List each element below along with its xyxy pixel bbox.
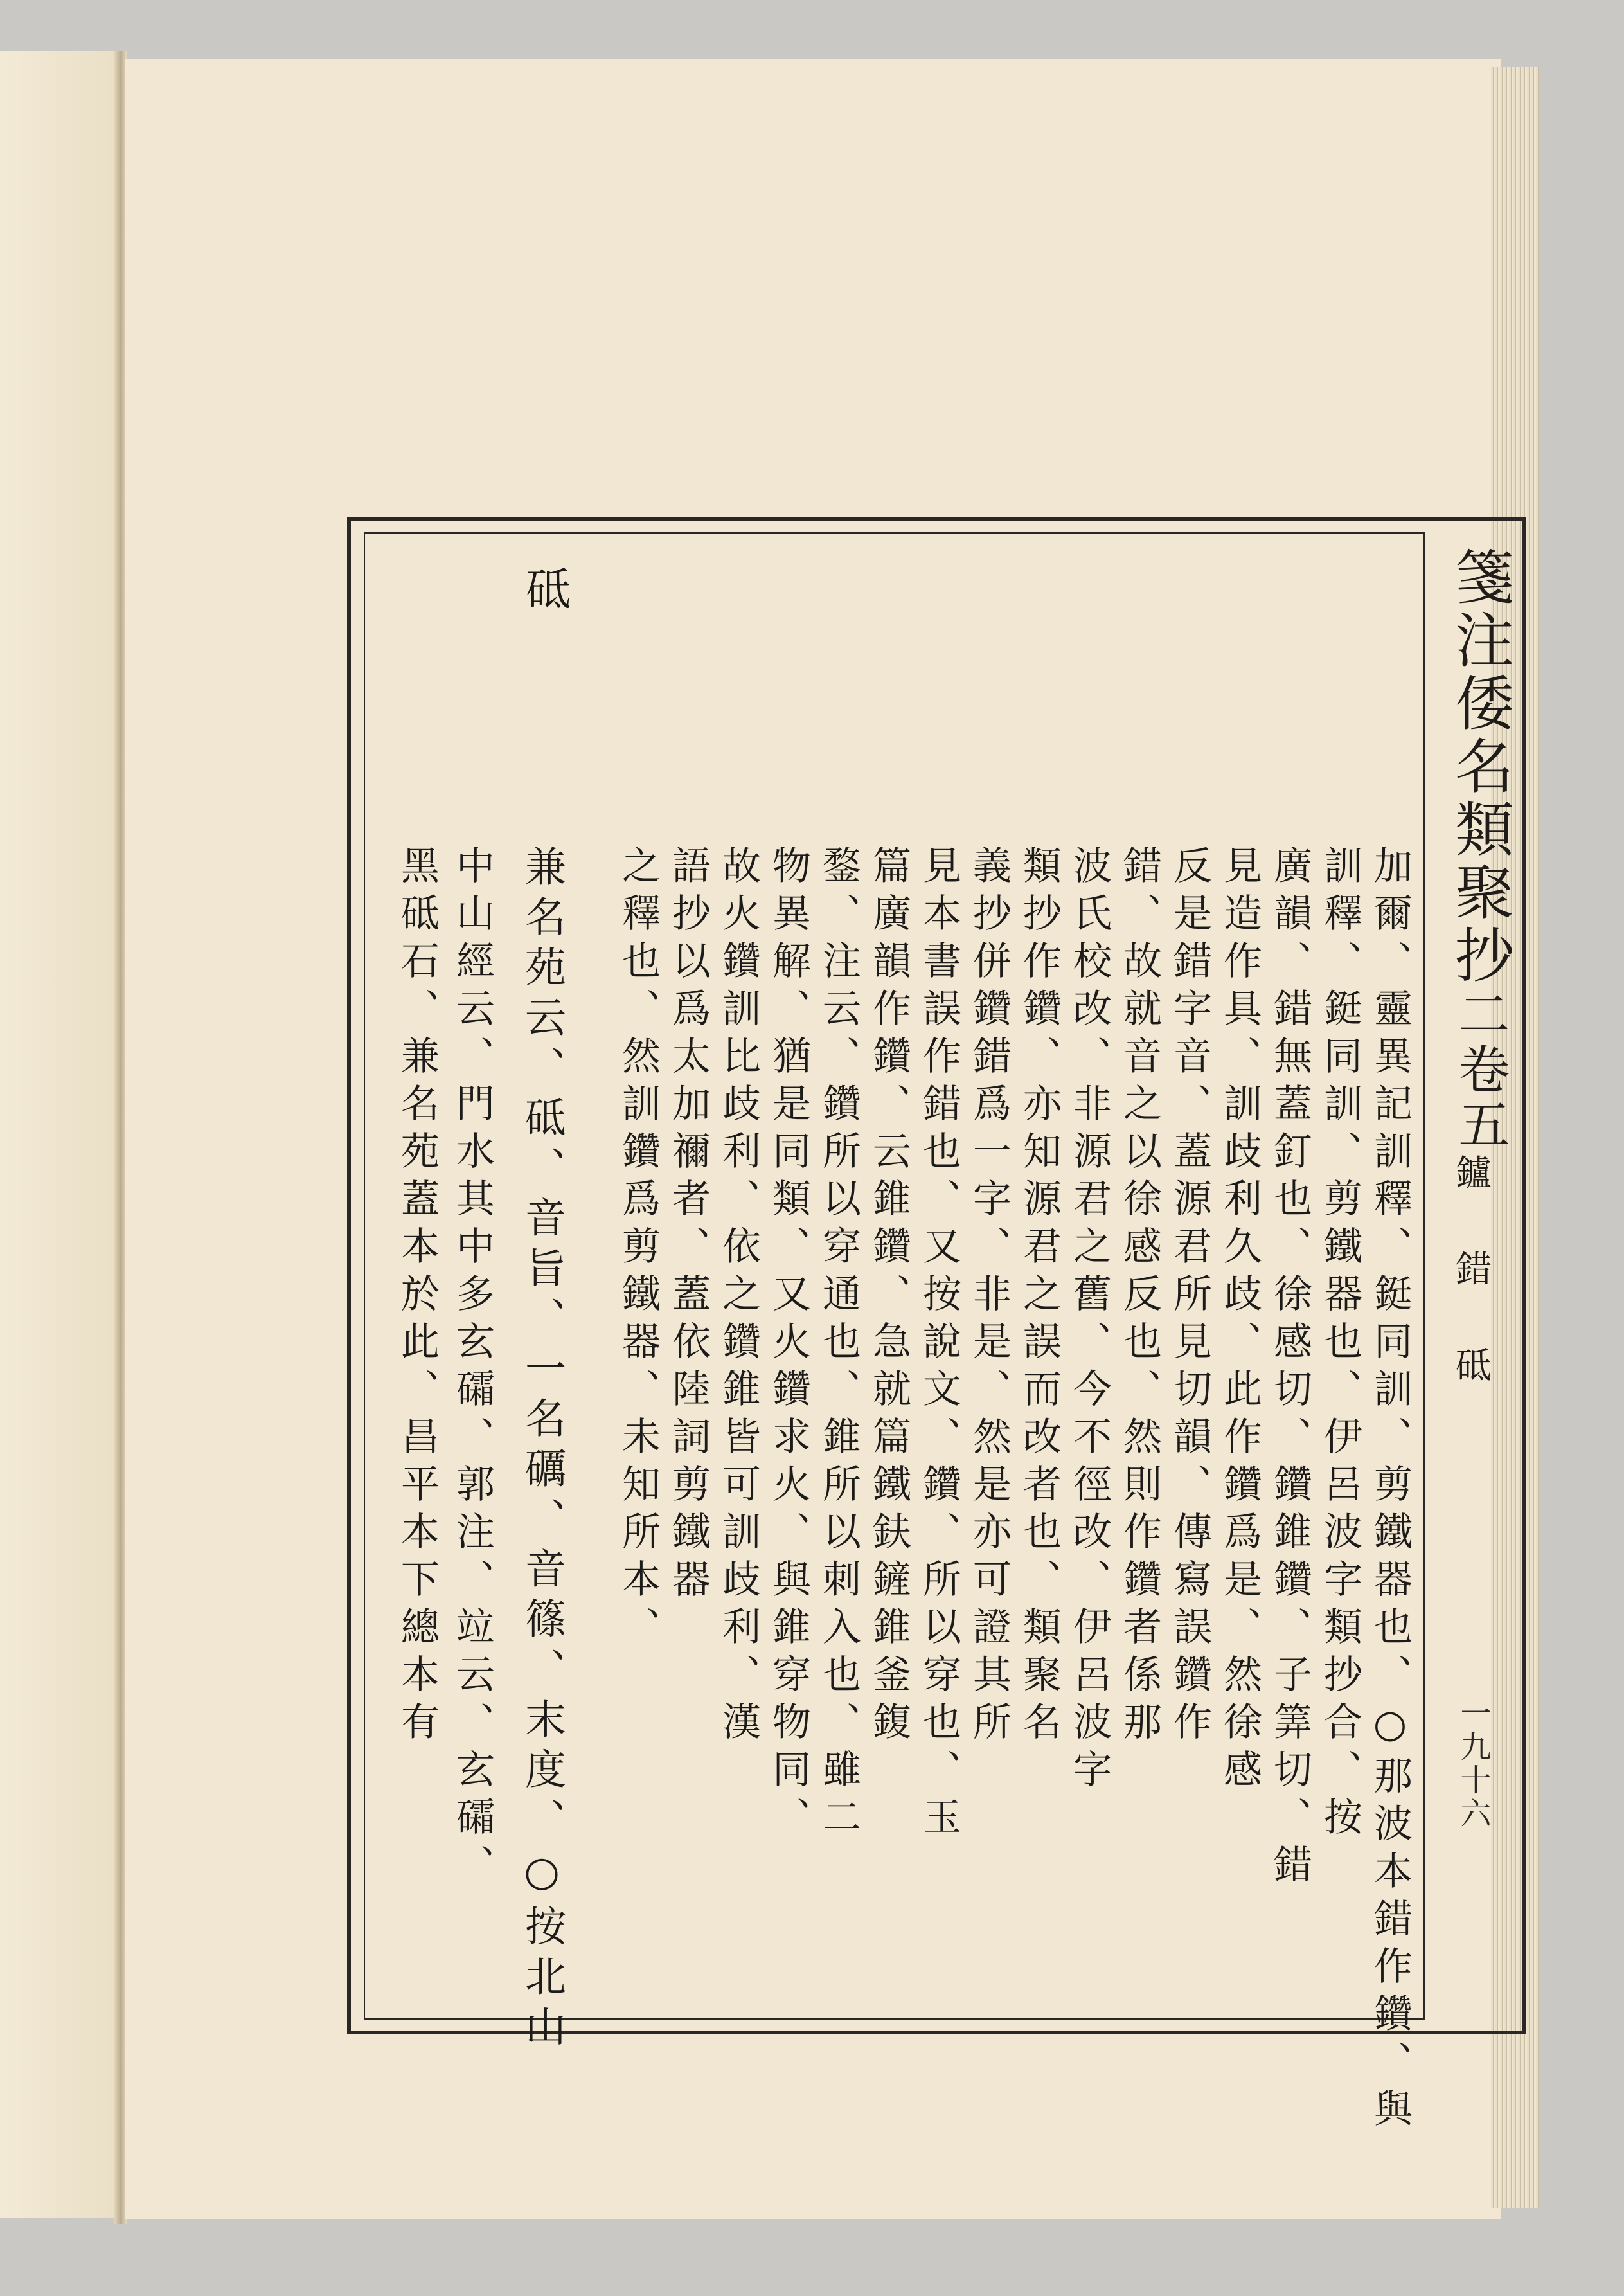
text-column: 物異解、猶是同類、又火鑽求火、與錐穿物同、 [766,845,811,1844]
volume-label: 二卷五 [1450,987,1510,1153]
text-column: 類抄作鑽、亦知源君之誤而改者也、類聚名 [1017,845,1062,1749]
left-page [0,51,116,2218]
text-column: 見本書誤作錯也、又按說文、鑽、所以穿也、玉 [916,845,961,1844]
text-column: 廣韻、錯無蓋釘也、徐感切、鑽錐鑽、子筭切、錯 [1267,845,1312,1892]
text-column: 義抄併鑽錯爲一字、非是、然是亦可證其所 [967,845,1012,1749]
text-column: 錯、故就音之以徐感反也、然則作鑽者係那 [1117,845,1162,1749]
section-items: 鑪 錯 砥 [1450,1154,1492,1407]
text-column: 反是錯字音、蓋源君所見切韻、傳寫誤鑽作 [1167,845,1212,1749]
text-column: 波氏校改、非源君之舊、今不徑改、伊呂波字 [1067,845,1112,1797]
text-column: 故火鑽訓比歧利、依之鑽錐皆可訓歧利、漢 [716,845,761,1749]
text-column: 篇廣韻作鑽、云錐鑽、急就篇鐵鈇鏟錐釜鍑 [866,845,911,1749]
text-column: 語抄以爲太加禰者、蓋依陸詞剪鐵器 [666,845,711,1606]
entry-heading: 砥 [519,566,571,611]
text-column: 鍪、注云、鑽所以穿通也、錐所以刺入也、雖二 [816,845,861,1844]
running-title [1437,546,1522,1153]
margin-divider-line [1424,532,1425,2020]
text-column: 訓釋、鋌同訓、剪鐵器也、伊呂波字類抄合、按 [1317,845,1362,1844]
text-column: 之釋也、然訓鑽爲剪鐵器、未知所本、 [616,845,661,1654]
text-column: 中山經云、門水其中多玄礵、郭注、竝云、玄礵、 [450,845,495,1892]
text-column: 見造作具、訓歧利久歧、此作鑽爲是、然徐感 [1217,845,1262,1797]
text-column: 加爾、靈異記訓釋、鋌同訓、剪鐵器也、○那波本錯作鑽、與 [1368,845,1413,2136]
text-column: 黑砥石、兼名苑蓋本於此、昌平本下總本有 [395,845,440,1749]
text-column: 兼名苑云、砥、音旨、一名礪、音篠、末度、○按北山 [518,845,566,2055]
book-title: 箋注倭名類聚抄 [1445,546,1514,987]
page-number: 一九十六 [1455,1697,1491,1831]
